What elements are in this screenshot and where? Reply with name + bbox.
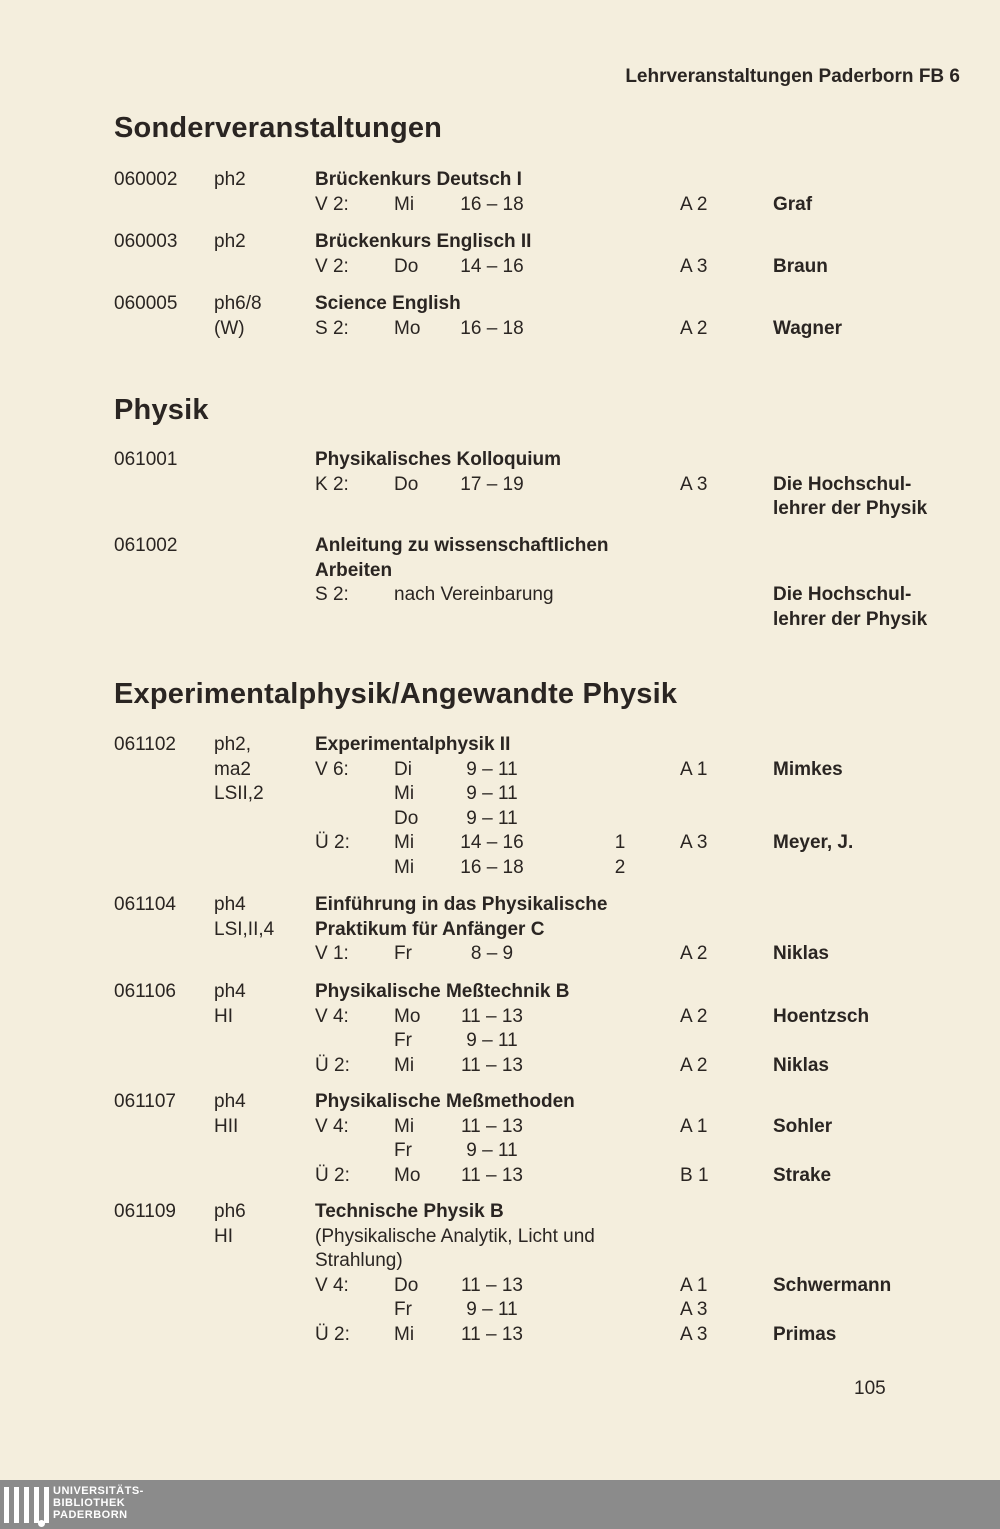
course-day: Mi	[394, 856, 415, 878]
course-day: Mi	[394, 783, 415, 804]
course-code: ph2,	[214, 734, 251, 755]
course-day: Fr	[394, 1299, 412, 1320]
course-code: ma2	[214, 758, 251, 780]
course-number: 061109	[114, 1201, 176, 1222]
library-logo-text	[53, 1485, 144, 1521]
course-code: LSI,II,4	[214, 918, 275, 940]
course-lecturer: Niklas	[773, 943, 829, 964]
course-lecturer: Wagner	[773, 317, 842, 339]
logo-dot-icon	[38, 1520, 45, 1527]
course-room: A 1	[680, 1115, 708, 1137]
course-title: Anleitung zu wissenschaftlichen	[315, 535, 609, 556]
course-day: Mi	[394, 1054, 415, 1076]
course-time: 9 – 11	[466, 1140, 518, 1161]
course-lecturer: Graf	[773, 193, 813, 215]
course-number: 060002	[114, 169, 178, 190]
course-room: A 2	[680, 943, 708, 964]
course-day: Mi	[394, 1323, 415, 1345]
course-entry-061102	[0, 733, 1000, 880]
course-type: S 2:	[315, 584, 349, 605]
course-room: A 2	[680, 193, 708, 215]
course-number: 061107	[114, 1091, 176, 1112]
course-time: 16 – 18	[460, 317, 524, 339]
course-room: A 3	[680, 1299, 708, 1320]
course-type: S 2:	[315, 317, 349, 339]
course-description: (Physikalische Analytik, Licht und	[315, 1225, 595, 1247]
course-day: Fr	[394, 943, 412, 964]
course-lecturer: Mimkes	[773, 758, 843, 780]
course-number: 061001	[114, 449, 178, 470]
course-title: Praktikum für Anfänger C	[315, 918, 545, 940]
course-code: ph2	[214, 169, 246, 190]
course-time: nach Vereinbarung	[394, 584, 554, 605]
course-type: Ü 2:	[315, 832, 350, 853]
course-day: Di	[394, 758, 412, 780]
course-room: B 1	[680, 1164, 709, 1186]
course-entry-060003	[0, 230, 1000, 279]
library-name-line: UNIVERSITÄTS-	[53, 1485, 144, 1497]
course-entry-061104	[0, 893, 1000, 967]
course-lecturer: Die Hochschul-	[773, 473, 912, 495]
running-head: Lehrveranstaltungen Paderborn FB 6	[625, 66, 960, 87]
course-code: ph6/8	[214, 293, 262, 314]
course-day: Fr	[394, 1140, 412, 1161]
course-title: Experimentalphysik II	[315, 734, 511, 755]
course-entry-061107	[0, 1090, 1000, 1188]
course-day: Mo	[394, 1005, 421, 1027]
course-description: Strahlung)	[315, 1250, 403, 1271]
course-day: Do	[394, 473, 419, 495]
course-entry-060005	[0, 292, 1000, 341]
course-group: 2	[614, 856, 626, 878]
course-type: V 6:	[315, 758, 349, 780]
course-day: Mo	[394, 317, 421, 339]
course-day: Do	[394, 1274, 419, 1296]
course-entry-061109	[0, 1200, 1000, 1347]
course-time: 16 – 18	[460, 193, 524, 215]
course-time: 11 – 13	[461, 1323, 523, 1345]
course-number: 061104	[114, 894, 176, 915]
course-type: V 1:	[315, 943, 349, 964]
course-room: A 2	[680, 1005, 708, 1027]
course-time: 11 – 13	[461, 1005, 523, 1027]
course-code: HI	[214, 1225, 233, 1247]
course-lecturer: Meyer, J.	[773, 832, 854, 853]
course-code: ph4	[214, 1091, 246, 1112]
course-type: V 4:	[315, 1274, 349, 1296]
course-code: HII	[214, 1115, 239, 1137]
course-entry-061001	[0, 448, 1000, 522]
library-name-line: BIBLIOTHEK	[53, 1497, 126, 1509]
section-heading-experimentalphysik: Experimentalphysik/Angewandte Physik	[114, 678, 678, 710]
course-time: 9 – 11	[466, 807, 518, 829]
course-time: 8 – 9	[470, 943, 514, 964]
library-name-line: PADERBORN	[53, 1509, 128, 1521]
course-room: A 1	[680, 758, 708, 780]
course-time: 14 – 16	[460, 832, 524, 853]
course-lecturer: lehrer der Physik	[773, 608, 928, 630]
course-code: ph2	[214, 231, 246, 252]
course-number: 061106	[114, 981, 176, 1002]
course-code: LSII,2	[214, 783, 264, 804]
course-title: Arbeiten	[315, 559, 393, 581]
course-lecturer: Primas	[773, 1323, 837, 1345]
course-room: A 3	[680, 1323, 708, 1345]
course-group: 1	[614, 832, 626, 853]
course-title: Science English	[315, 293, 461, 314]
course-day: Fr	[394, 1030, 412, 1051]
course-entry-060002	[0, 168, 1000, 217]
course-room: A 3	[680, 832, 708, 853]
course-title: Brückenkurs Englisch II	[315, 231, 532, 252]
course-code: ph4	[214, 981, 246, 1002]
course-lecturer: Schwermann	[773, 1274, 892, 1296]
library-logo-icon	[4, 1487, 49, 1523]
course-type: Ü 2:	[315, 1054, 350, 1076]
course-title: Einführung in das Physikalische	[315, 894, 608, 915]
course-lecturer: lehrer der Physik	[773, 498, 928, 519]
course-type: V 2:	[315, 193, 349, 215]
course-entry-061002	[0, 534, 1000, 632]
section-heading-physik: Physik	[114, 394, 209, 426]
course-time: 11 – 13	[461, 1164, 523, 1186]
course-time: 16 – 18	[460, 856, 524, 878]
course-lecturer: Braun	[773, 255, 828, 277]
course-time: 11 – 13	[461, 1115, 523, 1137]
course-time: 11 – 13	[461, 1054, 523, 1076]
course-day: Mi	[394, 193, 415, 215]
course-day: Mi	[394, 832, 415, 853]
course-number: 060003	[114, 231, 178, 252]
course-lecturer: Die Hochschul-	[773, 584, 912, 605]
course-room: A 3	[680, 473, 708, 495]
course-number: 060005	[114, 293, 178, 314]
course-room: A 1	[680, 1274, 708, 1296]
course-time: 9 – 11	[466, 783, 518, 804]
course-time: 9 – 11	[466, 758, 518, 780]
course-type: V 2:	[315, 255, 349, 277]
course-entry-061106	[0, 980, 1000, 1078]
course-lecturer: Sohler	[773, 1115, 833, 1137]
course-time: 17 – 19	[460, 473, 524, 495]
course-code: ph4	[214, 894, 246, 915]
course-room: A 2	[680, 317, 708, 339]
course-time: 9 – 11	[466, 1030, 518, 1051]
course-room: A 2	[680, 1054, 708, 1076]
course-lecturer: Hoentzsch	[773, 1005, 870, 1027]
library-footer-bar	[0, 1480, 1000, 1529]
course-title: Physikalisches Kolloquium	[315, 449, 562, 470]
course-lecturer: Niklas	[773, 1054, 829, 1076]
page-number: 105	[854, 1378, 886, 1399]
course-time: 9 – 11	[466, 1299, 518, 1320]
section-heading-sonderveranstaltungen: Sonderveranstaltungen	[114, 112, 443, 144]
course-number: 061102	[114, 734, 176, 755]
course-type: Ü 2:	[315, 1323, 350, 1345]
course-time: 11 – 13	[461, 1274, 523, 1296]
course-day: Mi	[394, 1115, 415, 1137]
course-time: 14 – 16	[460, 255, 524, 277]
course-type: V 4:	[315, 1115, 349, 1137]
course-type: V 4:	[315, 1005, 349, 1027]
course-type: K 2:	[315, 473, 349, 495]
course-day: Do	[394, 255, 419, 277]
course-code: (W)	[214, 317, 245, 339]
course-day: Mo	[394, 1164, 421, 1186]
course-lecturer: Strake	[773, 1164, 832, 1186]
course-code: ph6	[214, 1201, 246, 1222]
course-type: Ü 2:	[315, 1164, 350, 1186]
course-room: A 3	[680, 255, 708, 277]
course-title: Physikalische Meßtechnik B	[315, 981, 570, 1002]
course-title: Brückenkurs Deutsch I	[315, 169, 522, 190]
course-title: Physikalische Meßmethoden	[315, 1091, 575, 1112]
course-code: HI	[214, 1005, 233, 1027]
course-title: Technische Physik B	[315, 1201, 504, 1222]
course-number: 061002	[114, 535, 178, 556]
course-day: Do	[394, 807, 419, 829]
